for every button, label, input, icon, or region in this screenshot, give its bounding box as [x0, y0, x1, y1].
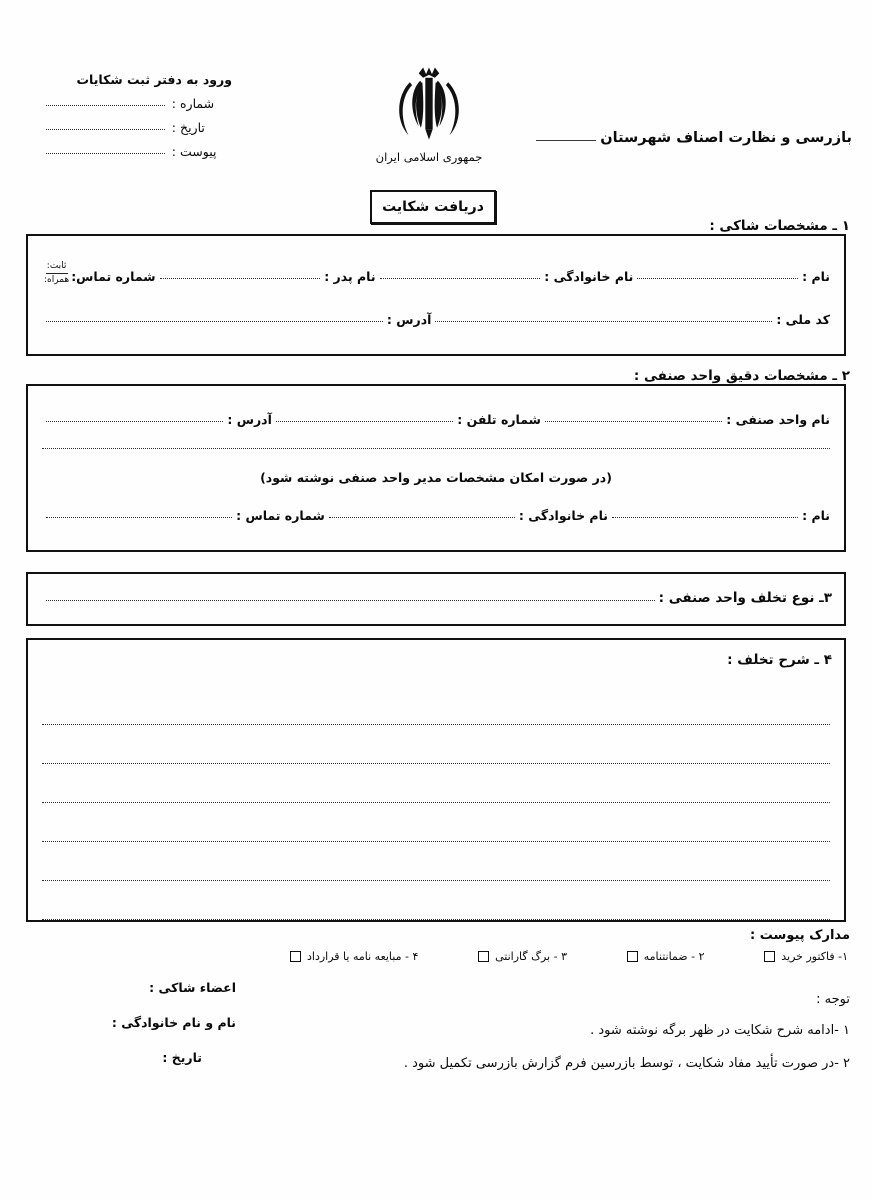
- attachment-invoice-checkbox[interactable]: [764, 951, 775, 962]
- section-2-title: ۲ ـ مشخصات دقیق واحد صنفی :: [633, 368, 850, 384]
- registry-number-label: شماره: [180, 96, 215, 111]
- notes-heading: توجه :: [816, 992, 850, 1007]
- attachment-item-contract[interactable]: [290, 950, 418, 963]
- header-city-input[interactable]: [536, 140, 596, 141]
- section-3-title: ۳ـ نوع تخلف واحد صنفی :: [658, 590, 832, 606]
- section-3-row: [42, 590, 832, 606]
- registry-field-attachment: [42, 144, 232, 159]
- section-2-row-3: [42, 508, 830, 523]
- emblem-caption: جمهوری اسلامی ایران: [375, 150, 483, 164]
- attachment-item-invoice[interactable]: [764, 950, 848, 963]
- attachments-row: [290, 950, 848, 963]
- violation-description-line[interactable]: [42, 764, 830, 803]
- section-2-box: [26, 384, 846, 552]
- section-1-row-1: [42, 258, 830, 284]
- complainant-lastname-input[interactable]: [380, 278, 541, 279]
- attachment-invoice-label: ۱- فاکتور خرید: [781, 950, 848, 963]
- registry-date-colon: :: [171, 120, 176, 135]
- complainant-phone-stack: [44, 261, 69, 287]
- manager-name-input[interactable]: [612, 517, 798, 518]
- manager-lastname-input[interactable]: [329, 517, 515, 518]
- business-address-input-line-2[interactable]: [42, 448, 830, 449]
- note-item-1: ۱ -ادامه شرح شکایت در ظهر برگه نوشته شود .: [590, 1023, 850, 1038]
- attachment-guarantee-card-checkbox[interactable]: [478, 951, 489, 962]
- signature-fullname-label[interactable]: نام و نام خانوادگی :: [111, 1015, 236, 1030]
- business-address-input[interactable]: [46, 421, 223, 422]
- business-phone-input[interactable]: [276, 421, 453, 422]
- business-phone-label: شماره تلفن :: [457, 412, 541, 427]
- registry-field-date: [42, 120, 232, 135]
- signature-block: [26, 980, 236, 1085]
- violation-description-line[interactable]: [42, 686, 830, 725]
- manager-info-note: (در صورت امکان مشخصات مدیر واحد صنفی نوشته شود): [260, 470, 612, 485]
- business-unit-name-input[interactable]: [545, 421, 722, 422]
- attachment-item-guarantee-card[interactable]: [478, 950, 567, 963]
- iran-national-emblem-icon: [392, 66, 466, 144]
- complainant-address-input[interactable]: [46, 321, 383, 322]
- registry-number-colon: :: [171, 96, 176, 111]
- registry-number-input[interactable]: [46, 105, 165, 106]
- complainant-father-input[interactable]: [160, 278, 321, 279]
- attachment-contract-checkbox[interactable]: [290, 951, 301, 962]
- section-1-box: [26, 234, 846, 356]
- complainant-national-id-input[interactable]: [435, 321, 772, 322]
- section-2-row-1: [42, 412, 830, 427]
- registry-attachment-input[interactable]: [46, 153, 165, 154]
- signature-members-label: اعضاء شاکی :: [149, 980, 236, 995]
- page-title: بازرسی و نظارت اصناف شهرستان: [600, 130, 852, 146]
- complainant-name-label: نام :: [802, 268, 830, 284]
- complainant-national-id-label: کد ملی :: [776, 312, 830, 327]
- registry-field-number: [42, 96, 232, 111]
- registry-block: [42, 72, 232, 168]
- manager-phone-label: شماره تماس :: [236, 508, 325, 523]
- complainant-phone-fixed-label: ثابت:: [46, 261, 67, 271]
- section-4-box: [26, 638, 846, 922]
- header-title-row: [532, 130, 852, 146]
- business-unit-name-label: نام واحد صنفی :: [726, 412, 830, 427]
- complainant-lastname-label: نام خانوادگی :: [544, 268, 634, 284]
- attachment-warranty-letter-checkbox[interactable]: [627, 951, 638, 962]
- attachments-title: مدارک پیوست :: [750, 928, 850, 943]
- attachment-warranty-letter-label: ۲ - ضمانتنامه: [643, 950, 705, 963]
- notes-block: [380, 992, 850, 1089]
- complainant-address-label: آدرس :: [386, 312, 432, 327]
- registry-title: ورود به دفتر ثبت شکایات: [76, 72, 232, 87]
- complainant-phone-mobile-label: همراه:: [44, 275, 70, 286]
- receipt-stamp-label: دریافت شکایت: [382, 199, 484, 215]
- complainant-phone-label: شماره تماس:: [71, 268, 156, 284]
- registry-date-input[interactable]: [46, 129, 165, 130]
- section-3-box: [26, 572, 846, 626]
- attachment-contract-label: ۴ - مبایعه نامه یا قرارداد: [307, 950, 419, 963]
- complainant-name-input[interactable]: [637, 278, 798, 279]
- note-item-2: ۲ -در صورت تأیید مفاد شکایت ، توسط بازرسین فرم گزارش بازرسی تکمیل شود .: [403, 1056, 850, 1071]
- attachment-guarantee-card-label: ۳ - برگ گارانتی: [495, 950, 567, 963]
- section-1-row-2: [42, 312, 830, 327]
- section-4-title: ۴ ـ شرح تخلف :: [727, 652, 832, 668]
- registry-attachment-label: پیوست: [180, 144, 217, 159]
- signature-date-label[interactable]: تاریخ :: [162, 1050, 202, 1065]
- violation-description-line[interactable]: [42, 725, 830, 764]
- phone-divider: [46, 273, 68, 274]
- business-address-label: آدرس :: [227, 412, 272, 427]
- receipt-stamp-box: [370, 190, 496, 224]
- registry-attachment-colon: :: [171, 144, 176, 159]
- violation-description-line[interactable]: [42, 803, 830, 842]
- violation-description-line[interactable]: [42, 881, 830, 920]
- attachment-item-warranty-letter[interactable]: [627, 950, 705, 963]
- manager-phone-input[interactable]: [46, 517, 232, 518]
- violation-description-lines: [42, 686, 830, 920]
- emblem-block: [374, 66, 484, 164]
- violation-type-input[interactable]: [46, 600, 655, 601]
- complainant-father-label: نام پدر :: [324, 268, 376, 284]
- violation-description-line[interactable]: [42, 842, 830, 881]
- registry-date-label: تاریخ: [180, 120, 205, 135]
- section-1-title: ۱ ـ مشخصات شاکی :: [709, 218, 850, 234]
- manager-name-label: نام :: [802, 508, 830, 523]
- manager-lastname-label: نام خانوادگی :: [518, 508, 608, 523]
